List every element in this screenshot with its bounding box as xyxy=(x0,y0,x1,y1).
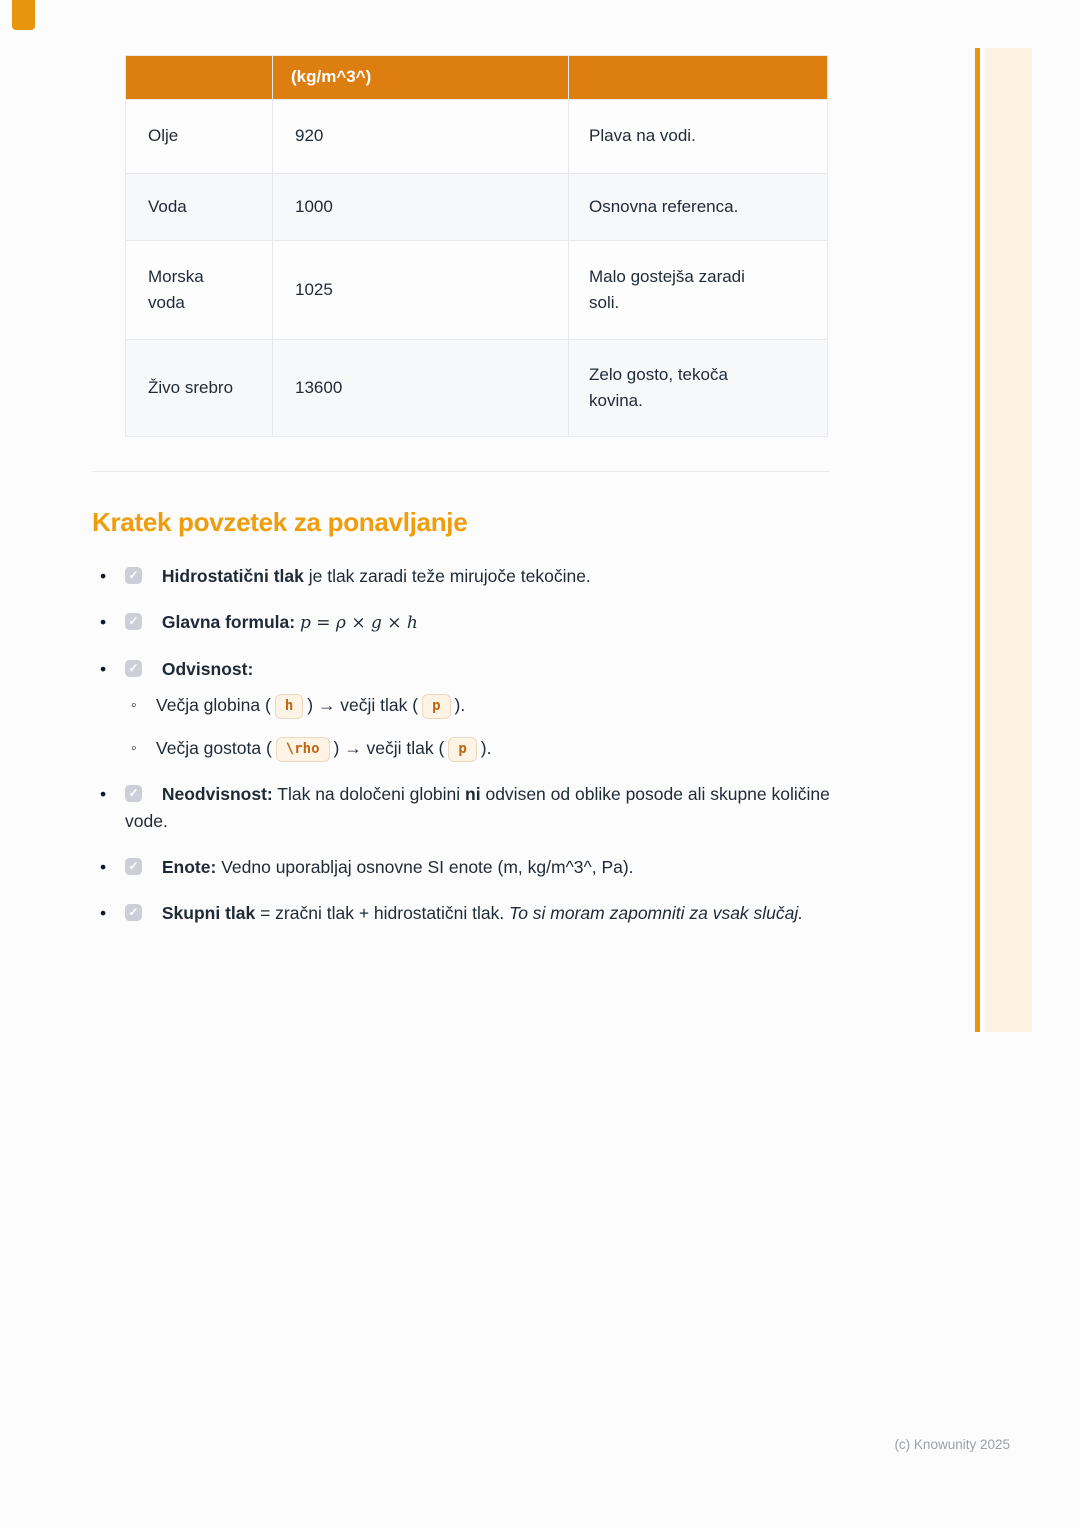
list-item-units xyxy=(85,854,865,881)
item-bold-text: Odvisnost: xyxy=(161,659,254,679)
checkbox-checked-icon xyxy=(125,858,142,875)
checkbox-checked-icon xyxy=(125,785,142,802)
cell-density: 920 xyxy=(273,100,569,174)
cell-note xyxy=(569,241,828,340)
summary-heading: Kratek povzetek za ponavljanje xyxy=(92,507,468,537)
bullet-icon xyxy=(100,781,110,808)
item-bold-text: Neodvisnost: xyxy=(161,784,273,804)
cell-note xyxy=(569,100,828,174)
item-text: = zračni tlak + hidrostatični tlak. xyxy=(255,903,510,923)
copyright-text: (c) Knowunity 2025 xyxy=(894,1437,1010,1452)
note-text: Plava na vodi. xyxy=(589,126,696,146)
table-header-row xyxy=(126,56,828,100)
dependence-sub-list xyxy=(125,692,865,762)
sub-item-text: ) → večji tlak ( xyxy=(333,738,445,758)
bullet-icon xyxy=(100,563,110,590)
table-row xyxy=(126,174,828,241)
note-text: Malo gostejša zaradi soli. xyxy=(589,266,745,312)
list-item-formula xyxy=(85,609,865,637)
table-row xyxy=(126,340,828,437)
item-bold-text: Enote: xyxy=(161,857,217,877)
sub-item-text: ). xyxy=(480,738,492,758)
list-item-independence xyxy=(85,781,865,835)
note-text: Zelo gosto, tekoča kovina. xyxy=(589,364,728,410)
item-text: je tlak zaradi teže mirujoče tekočine. xyxy=(303,566,591,586)
checkbox-checked-icon xyxy=(125,567,142,584)
cell-density: 1025 xyxy=(273,241,569,340)
item-bold-text: Skupni tlak xyxy=(161,903,256,923)
sub-item-density xyxy=(125,735,865,762)
bullet-icon xyxy=(100,609,110,636)
cell-note xyxy=(569,340,828,437)
bullet-icon xyxy=(100,854,110,881)
item-text: Tlak na določeni globini xyxy=(272,784,466,804)
sub-bullet-icon xyxy=(131,734,137,762)
bullet-icon xyxy=(100,900,110,927)
item-bold-text: Glavna formula: xyxy=(161,612,296,632)
cell-substance: Voda xyxy=(126,174,273,241)
header-cell-density-unit: (kg/m^3^) xyxy=(273,56,569,100)
header-cell-substance xyxy=(126,56,273,100)
table-row xyxy=(126,241,828,340)
section-divider xyxy=(92,471,829,472)
note-text: Osnovna referenca. xyxy=(589,196,739,216)
list-item-hydrostatic xyxy=(85,563,865,590)
bullet-icon xyxy=(100,656,110,683)
sub-item-text: Večja globina ( xyxy=(156,695,271,715)
inline-code-chip: p xyxy=(422,694,450,719)
inline-code-chip: h xyxy=(275,694,303,719)
margin-accent-line xyxy=(975,48,980,1032)
summary-list xyxy=(85,563,865,946)
inline-code-chip: \rho xyxy=(276,737,330,762)
formula-math: p = ρ × g × h xyxy=(299,613,418,633)
sub-item-text: ) → večji tlak ( xyxy=(307,695,419,715)
cell-density: 1000 xyxy=(273,174,569,241)
item-text: odvisen od oblike posode ali skupne količine vode. xyxy=(125,784,830,831)
density-table xyxy=(125,55,828,437)
cell-note xyxy=(569,174,828,241)
item-bold-text: ni xyxy=(465,784,481,804)
page-margin-strip xyxy=(986,48,1032,1032)
item-italic-text: To si moram zapomniti za vsak slučaj. xyxy=(509,903,804,923)
table-row xyxy=(126,100,828,174)
sub-item-text: Večja gostota ( xyxy=(156,738,272,758)
cell-density: 13600 xyxy=(273,340,569,437)
sub-item-text: ). xyxy=(454,695,466,715)
list-item-total-pressure xyxy=(85,900,865,927)
sub-bullet-icon xyxy=(131,691,137,719)
checkbox-checked-icon xyxy=(125,613,142,630)
item-text: Vedno uporabljaj osnovne SI enote (m, kg/m^3^, Pa). xyxy=(216,857,634,877)
item-bold-text: Hidrostatični tlak xyxy=(161,566,304,586)
cell-substance: Olje xyxy=(126,100,273,174)
inline-code-chip: p xyxy=(448,737,476,762)
checkbox-checked-icon xyxy=(125,904,142,921)
checkbox-checked-icon xyxy=(125,660,142,677)
header-cell-note xyxy=(569,56,828,100)
sub-item-depth xyxy=(125,692,865,719)
cell-substance: Živo srebro xyxy=(126,340,273,437)
cell-substance: Morska voda xyxy=(126,241,273,340)
page-corner-accent xyxy=(12,0,35,30)
list-item-dependence xyxy=(85,656,865,762)
